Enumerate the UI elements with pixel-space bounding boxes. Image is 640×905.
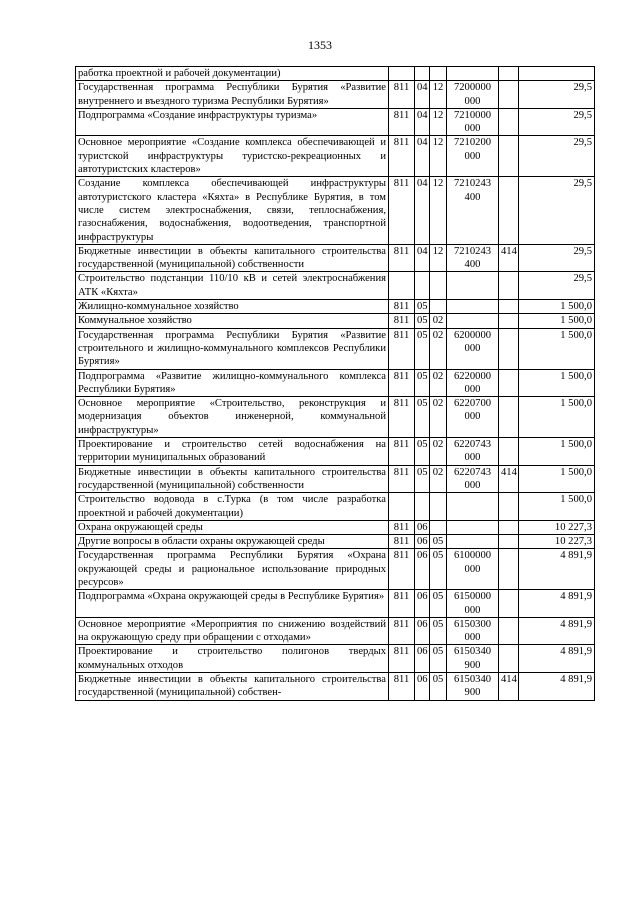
amount-cell — [519, 67, 595, 81]
row-name-cell: Создание комплекса обеспечивающей инфраструктуры автотуристского кластера «Кяхта» в Республике Бурятия, в том числе систем электроснабжения, связи, теплоснабжения, газоснабжения, водоснабжения, водоотведения, транспортной инфраструктуры — [76, 177, 389, 244]
subsection-code-cell: 05 — [430, 590, 447, 618]
amount-cell: 10 227,3 — [519, 535, 595, 549]
section-code-cell: 06 — [415, 535, 430, 549]
table-row — [76, 617, 595, 645]
row-name-cell: Жилищно-коммунальное хозяйство — [76, 300, 389, 314]
grbs-code-cell: 811 — [389, 549, 415, 590]
grbs-code-cell — [389, 67, 415, 81]
grbs-code-cell: 811 — [389, 369, 415, 397]
row-name-cell: Коммунальное хозяйство — [76, 314, 389, 328]
expense-type-cell — [499, 67, 519, 81]
expense-type-cell — [499, 108, 519, 136]
amount-cell: 1 500,0 — [519, 328, 595, 369]
target-article-cell: 7210000 000 — [447, 108, 499, 136]
subsection-code-cell: 12 — [430, 177, 447, 244]
grbs-code-cell — [389, 272, 415, 300]
grbs-code-cell: 811 — [389, 397, 415, 438]
row-name-cell: Строительство водовода в с.Турка (в том числе разработка проектной и рабочей документации) — [76, 493, 389, 521]
table-row — [76, 549, 595, 590]
target-article-cell — [447, 314, 499, 328]
section-code-cell — [415, 272, 430, 300]
section-code-cell: 04 — [415, 244, 430, 272]
section-code-cell: 05 — [415, 328, 430, 369]
target-article-cell: 6100000 000 — [447, 549, 499, 590]
grbs-code-cell: 811 — [389, 177, 415, 244]
expense-type-cell: 414 — [499, 244, 519, 272]
expense-type-cell — [499, 645, 519, 673]
grbs-code-cell: 811 — [389, 136, 415, 177]
row-name-cell: Проектирование и строительство сетей водоснабжения на территории муниципальных образований — [76, 438, 389, 466]
budget-table — [75, 66, 595, 701]
section-code-cell: 05 — [415, 438, 430, 466]
row-name-cell: Подпрограмма «Охрана окружающей среды в Республике Бурятия» — [76, 590, 389, 618]
expense-type-cell — [499, 590, 519, 618]
table-row — [76, 397, 595, 438]
expense-type-cell — [499, 300, 519, 314]
section-code-cell: 06 — [415, 549, 430, 590]
subsection-code-cell — [430, 493, 447, 521]
section-code-cell: 05 — [415, 314, 430, 328]
row-name-cell: Подпрограмма «Развитие жилищно-коммунального комплекса Республики Бурятия» — [76, 369, 389, 397]
section-code-cell: 04 — [415, 108, 430, 136]
subsection-code-cell: 02 — [430, 328, 447, 369]
subsection-code-cell: 02 — [430, 438, 447, 466]
target-article-cell — [447, 493, 499, 521]
expense-type-cell — [499, 397, 519, 438]
subsection-code-cell: 02 — [430, 314, 447, 328]
amount-cell: 4 891,9 — [519, 645, 595, 673]
section-code-cell — [415, 493, 430, 521]
row-name-cell: Бюджетные инвестиции в объекты капитального строительства государственной (муниципальной) собственности — [76, 244, 389, 272]
subsection-code-cell: 12 — [430, 108, 447, 136]
target-article-cell — [447, 300, 499, 314]
section-code-cell: 06 — [415, 645, 430, 673]
table-row — [76, 244, 595, 272]
row-name-cell: Подпрограмма «Создание инфраструктуры туризма» — [76, 108, 389, 136]
expense-type-cell — [499, 520, 519, 534]
grbs-code-cell: 811 — [389, 617, 415, 645]
section-code-cell: 06 — [415, 673, 430, 701]
amount-cell: 29,5 — [519, 272, 595, 300]
expense-type-cell — [499, 493, 519, 521]
amount-cell: 29,5 — [519, 244, 595, 272]
grbs-code-cell — [389, 493, 415, 521]
table-row — [76, 520, 595, 534]
amount-cell: 10 227,3 — [519, 520, 595, 534]
table-row — [76, 465, 595, 493]
row-name-cell: Основное мероприятие «Создание комплекса обеспечивающей и туристской инфраструктуры туристско-рекреационных и автотуристских кластеров» — [76, 136, 389, 177]
section-code-cell: 05 — [415, 465, 430, 493]
row-name-cell: Строительство подстанции 110/10 кВ и сетей электроснабжения АТК «Кяхта» — [76, 272, 389, 300]
subsection-code-cell: 05 — [430, 645, 447, 673]
section-code-cell: 05 — [415, 369, 430, 397]
grbs-code-cell: 811 — [389, 645, 415, 673]
target-article-cell: 6220700 000 — [447, 397, 499, 438]
grbs-code-cell: 811 — [389, 673, 415, 701]
subsection-code-cell: 05 — [430, 549, 447, 590]
grbs-code-cell: 811 — [389, 328, 415, 369]
subsection-code-cell — [430, 67, 447, 81]
subsection-code-cell: 12 — [430, 136, 447, 177]
row-name-cell: Основное мероприятие «Строительство, реконструкция и модернизация объектов инженерной, коммунальной инфраструктуры» — [76, 397, 389, 438]
amount-cell: 4 891,9 — [519, 590, 595, 618]
amount-cell: 1 500,0 — [519, 300, 595, 314]
subsection-code-cell: 05 — [430, 673, 447, 701]
expense-type-cell — [499, 177, 519, 244]
expense-type-cell — [499, 549, 519, 590]
row-name-cell: Государственная программа Республики Бурятия «Развитие строительного и жилищно-коммунального комплексов Республики Бурятия» — [76, 328, 389, 369]
amount-cell: 1 500,0 — [519, 465, 595, 493]
section-code-cell: 06 — [415, 590, 430, 618]
amount-cell: 1 500,0 — [519, 493, 595, 521]
amount-cell: 29,5 — [519, 81, 595, 109]
section-code-cell: 04 — [415, 136, 430, 177]
row-name-cell: Другие вопросы в области охраны окружающей среды — [76, 535, 389, 549]
target-article-cell: 7210243 400 — [447, 244, 499, 272]
target-article-cell: 6150340 900 — [447, 645, 499, 673]
grbs-code-cell: 811 — [389, 244, 415, 272]
table-row — [76, 272, 595, 300]
subsection-code-cell: 02 — [430, 465, 447, 493]
subsection-code-cell: 12 — [430, 244, 447, 272]
table-row — [76, 590, 595, 618]
subsection-code-cell: 05 — [430, 617, 447, 645]
expense-type-cell: 414 — [499, 673, 519, 701]
grbs-code-cell: 811 — [389, 465, 415, 493]
grbs-code-cell: 811 — [389, 300, 415, 314]
row-name-cell: Охрана окружающей среды — [76, 520, 389, 534]
grbs-code-cell: 811 — [389, 108, 415, 136]
subsection-code-cell: 02 — [430, 369, 447, 397]
section-code-cell: 06 — [415, 617, 430, 645]
target-article-cell: 6220000 000 — [447, 369, 499, 397]
table-row — [76, 108, 595, 136]
amount-cell: 29,5 — [519, 177, 595, 244]
grbs-code-cell: 811 — [389, 520, 415, 534]
subsection-code-cell — [430, 300, 447, 314]
table-row — [76, 438, 595, 466]
grbs-code-cell: 811 — [389, 81, 415, 109]
table-row — [76, 493, 595, 521]
expense-type-cell — [499, 369, 519, 397]
expense-type-cell — [499, 272, 519, 300]
row-name-cell: Проектирование и строительство полигонов твердых коммунальных отходов — [76, 645, 389, 673]
table-row — [76, 300, 595, 314]
row-name-cell: Основное мероприятие «Мероприятия по снижению воздействий на окружающую среду при обращении с отходами» — [76, 617, 389, 645]
target-article-cell: 6200000 000 — [447, 328, 499, 369]
expense-type-cell — [499, 81, 519, 109]
expense-type-cell: 414 — [499, 465, 519, 493]
amount-cell: 1 500,0 — [519, 314, 595, 328]
target-article-cell: 6150340 900 — [447, 673, 499, 701]
table-row — [76, 535, 595, 549]
target-article-cell: 7210200 000 — [447, 136, 499, 177]
table-row — [76, 177, 595, 244]
expense-type-cell — [499, 535, 519, 549]
table-row — [76, 136, 595, 177]
target-article-cell: 6150300 000 — [447, 617, 499, 645]
amount-cell: 29,5 — [519, 108, 595, 136]
subsection-code-cell: 02 — [430, 397, 447, 438]
row-name-cell: Бюджетные инвестиции в объекты капитального строительства государственной (муниципальной) собственности — [76, 465, 389, 493]
expense-type-cell — [499, 136, 519, 177]
grbs-code-cell: 811 — [389, 590, 415, 618]
table-row — [76, 328, 595, 369]
table-row — [76, 81, 595, 109]
section-code-cell: 05 — [415, 397, 430, 438]
target-article-cell — [447, 67, 499, 81]
row-name-cell: работка проектной и рабочей документации) — [76, 67, 389, 81]
subsection-code-cell — [430, 520, 447, 534]
amount-cell: 4 891,9 — [519, 673, 595, 701]
table-row — [76, 673, 595, 701]
grbs-code-cell: 811 — [389, 535, 415, 549]
subsection-code-cell — [430, 272, 447, 300]
page-number: 1353 — [308, 38, 332, 52]
subsection-code-cell: 12 — [430, 81, 447, 109]
target-article-cell: 7200000 000 — [447, 81, 499, 109]
expense-type-cell — [499, 438, 519, 466]
table-row — [76, 645, 595, 673]
section-code-cell: 05 — [415, 300, 430, 314]
row-name-cell: Бюджетные инвестиции в объекты капитального строительства государственной (муниципальной) собствен- — [76, 673, 389, 701]
amount-cell: 29,5 — [519, 136, 595, 177]
amount-cell: 1 500,0 — [519, 438, 595, 466]
section-code-cell: 06 — [415, 520, 430, 534]
amount-cell: 4 891,9 — [519, 617, 595, 645]
section-code-cell: 04 — [415, 81, 430, 109]
target-article-cell — [447, 272, 499, 300]
grbs-code-cell: 811 — [389, 438, 415, 466]
row-name-cell: Государственная программа Республики Бурятия «Охрана окружающей среды и рациональное использование природных ресурсов» — [76, 549, 389, 590]
row-name-cell: Государственная программа Республики Бурятия «Развитие внутреннего и въездного туризма Республики Бурятия» — [76, 81, 389, 109]
target-article-cell — [447, 535, 499, 549]
section-code-cell — [415, 67, 430, 81]
target-article-cell: 6220743 000 — [447, 465, 499, 493]
target-article-cell: 6220743 000 — [447, 438, 499, 466]
expense-type-cell — [499, 314, 519, 328]
target-article-cell — [447, 520, 499, 534]
amount-cell: 1 500,0 — [519, 369, 595, 397]
target-article-cell: 6150000 000 — [447, 590, 499, 618]
grbs-code-cell: 811 — [389, 314, 415, 328]
table-row — [76, 314, 595, 328]
table-row — [76, 369, 595, 397]
expense-type-cell — [499, 328, 519, 369]
expense-type-cell — [499, 617, 519, 645]
amount-cell: 1 500,0 — [519, 397, 595, 438]
subsection-code-cell: 05 — [430, 535, 447, 549]
section-code-cell: 04 — [415, 177, 430, 244]
target-article-cell: 7210243 400 — [447, 177, 499, 244]
amount-cell: 4 891,9 — [519, 549, 595, 590]
table-row — [76, 67, 595, 81]
